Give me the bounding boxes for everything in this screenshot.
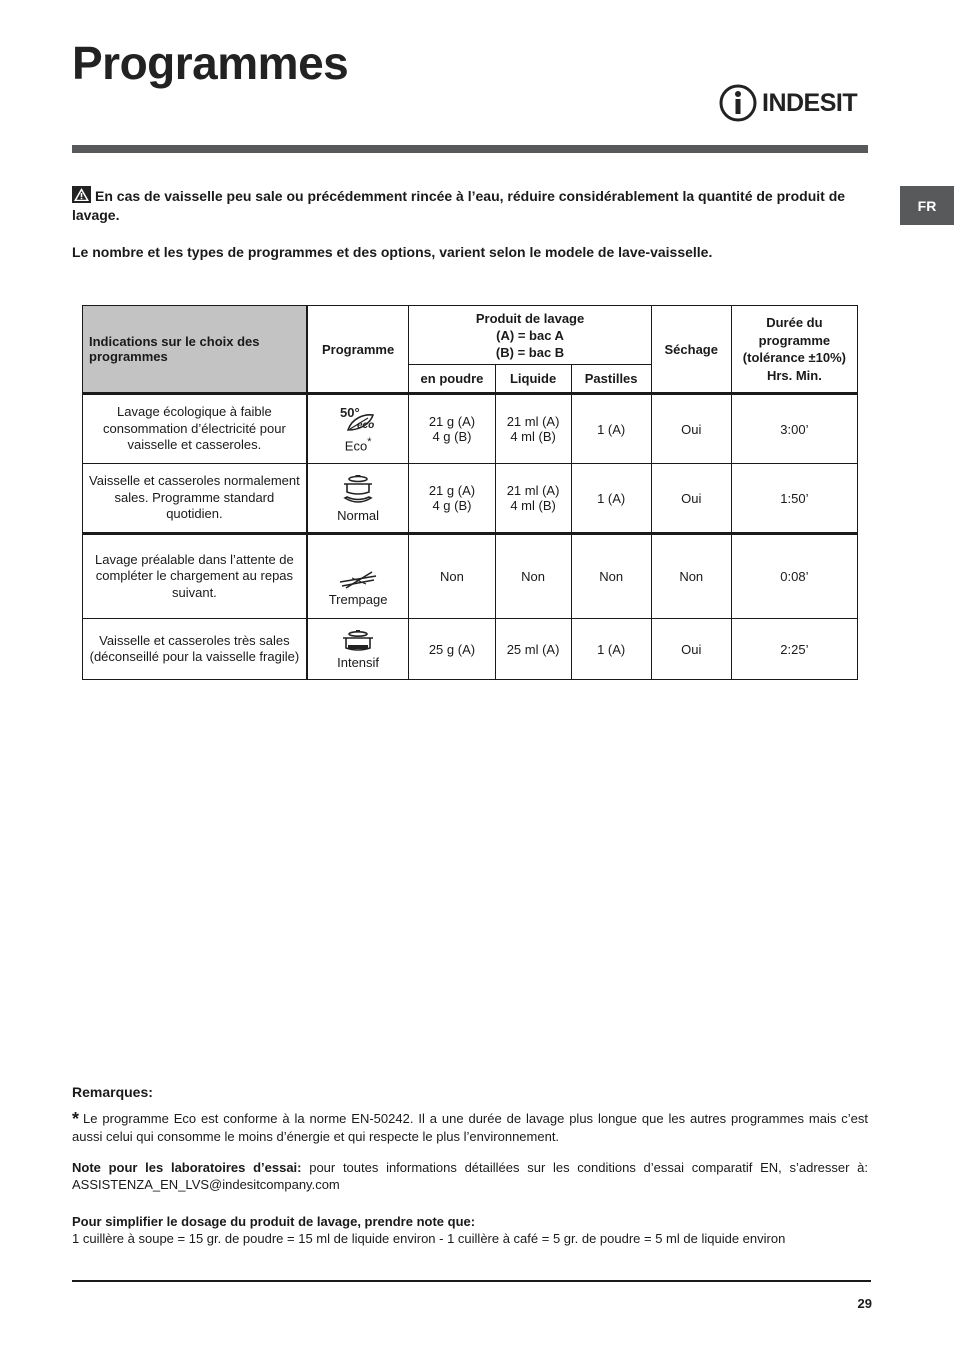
row-poudre: 21 g (A) 4 g (B)	[409, 394, 495, 464]
programme-label: Eco	[344, 438, 368, 454]
header-sechage: Séchage	[651, 306, 731, 394]
row-duree: 1:50’	[731, 464, 857, 534]
brand-name: INDESIT	[762, 88, 858, 117]
row-duree: 3:00’	[731, 394, 857, 464]
row-programme	[307, 394, 409, 464]
info-note: Le nombre et les types de programmes et des options, varient selon le modele de lave-vaisselle.	[72, 244, 713, 260]
row-sechage: Oui	[651, 394, 731, 464]
table-row	[83, 464, 858, 534]
header-liquide: Liquide	[495, 365, 571, 394]
soak-plates-icon	[338, 568, 378, 590]
svg-text:50°: 50°	[340, 405, 360, 421]
footnote-asterisk: *	[72, 1109, 80, 1129]
table-row	[83, 394, 858, 464]
row-liquide: 21 ml (A) 4 ml (B)	[495, 464, 571, 534]
brand-logo	[718, 82, 857, 124]
dosage-note: Pour simplifier le dosage du produit de lavage, prendre note que: 1 cuillère à soupe = 15 gr. de poudre = 15 ml de liquide environ - 1 cuillère à café = 5 gr. de poudre = 5 ml de liquide environ	[72, 1214, 786, 1246]
header-produit: Produit de lavage (A) = bac A (B) = bac B	[409, 306, 651, 365]
svg-text:eco: eco	[357, 420, 375, 432]
dosage-title: Pour simplifier le dosage du produit de lavage, prendre note que:	[72, 1214, 476, 1229]
row-poudre: Non	[409, 534, 495, 619]
intensive-pot-icon	[340, 629, 376, 653]
header-poudre: en poudre	[409, 365, 495, 394]
row-liquide: 21 ml (A) 4 ml (B)	[495, 394, 571, 464]
row-duree: 2:25’	[731, 619, 857, 680]
eco-50-icon	[338, 404, 378, 434]
row-sechage: Non	[651, 534, 731, 619]
page-title: Programmes	[72, 37, 349, 89]
programme-label: Normal	[337, 507, 380, 523]
row-programme	[307, 619, 409, 680]
eco-note: * Le programme Eco est conforme à la norme EN-50242. Il a une durée de lavage plus longue que les autres programmes mais c’est aussi celui qui consomme le moins d’énergie et qui respecte le plus l’environnement.	[72, 1109, 868, 1144]
language-tab: FR	[900, 186, 954, 225]
row-programme	[307, 534, 409, 619]
remarks-title: Remarques:	[72, 1084, 153, 1100]
row-poudre: 21 g (A) 4 g (B)	[409, 464, 495, 534]
row-description: Vaisselle et casseroles très sales (déconseillé pour la vaisselle fragile)	[83, 619, 307, 680]
row-description: Vaisselle et casseroles normalement sales. Programme standard quotidien.	[83, 464, 307, 534]
indesit-i-icon	[718, 82, 758, 124]
warning-text: En cas de vaisselle peu sale ou précédemment rincée à l’eau, réduire considérablement la quantité de produit de lavage.	[72, 188, 846, 223]
row-description: Lavage préalable dans l’attente de compléter le chargement au repas suivant.	[83, 534, 307, 619]
programmes-table	[82, 305, 858, 680]
lab-note: Note pour les laboratoires d’essai: pour toutes informations détaillées sur les conditions d’essai comparatif EN, s’adresser à: ASSISTENZA_EN_LVS@indesitcompany.com	[72, 1160, 868, 1192]
programme-label: Trempage	[328, 592, 388, 607]
programme-label: Intensif	[337, 654, 380, 670]
warning-note	[72, 186, 869, 225]
eco-asterisk: *	[367, 436, 372, 449]
row-pastilles: 1 (A)	[571, 394, 651, 464]
row-liquide: 25 ml (A)	[495, 619, 571, 680]
page-number: 29	[857, 1296, 872, 1311]
row-duree: 0:08’	[731, 534, 857, 619]
table-row	[83, 534, 858, 619]
row-liquide: Non	[495, 534, 571, 619]
header-pastilles: Pastilles	[571, 365, 651, 394]
header-rule	[72, 145, 868, 153]
lab-note-label: Note pour les laboratoires d’essai:	[72, 1160, 302, 1175]
header-programme: Programme	[307, 306, 409, 394]
row-description: Lavage écologique à faible consommation d’électricité pour vaisselle et casseroles.	[83, 394, 307, 464]
row-sechage: Oui	[651, 619, 731, 680]
row-poudre: 25 g (A)	[409, 619, 495, 680]
header-duree: Durée du programme (tolérance ±10%) Hrs. Min.	[731, 306, 857, 394]
footer-rule	[72, 1280, 871, 1282]
row-programme	[307, 464, 409, 534]
row-sechage: Oui	[651, 464, 731, 534]
header-indications: Indications sur le choix des programmes	[83, 306, 307, 394]
row-pastilles: Non	[571, 534, 651, 619]
normal-pot-icon	[341, 474, 375, 506]
warning-triangle-icon	[72, 186, 91, 203]
row-pastilles: 1 (A)	[571, 619, 651, 680]
table-row	[83, 619, 858, 680]
row-pastilles: 1 (A)	[571, 464, 651, 534]
